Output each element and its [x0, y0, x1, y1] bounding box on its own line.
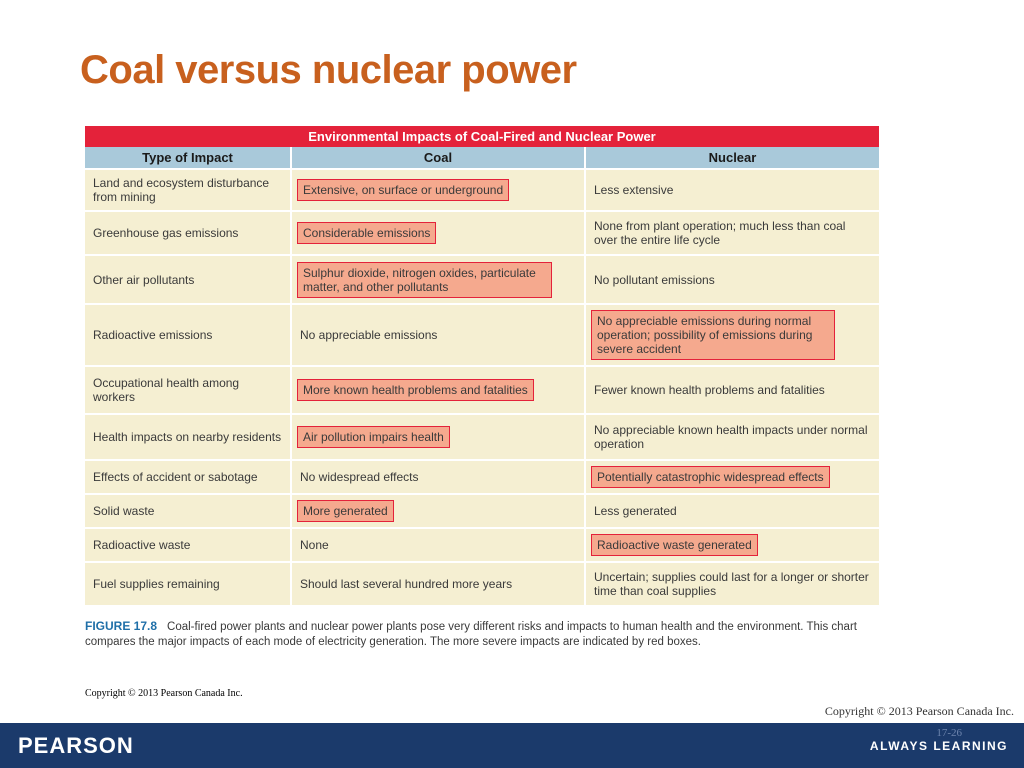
copyright-right: Copyright © 2013 Pearson Canada Inc.: [824, 704, 1014, 718]
table-header-row: [85, 147, 879, 169]
nuclear-cell: Less generated: [585, 494, 879, 528]
table-row: [85, 494, 879, 528]
nuclear-cell: Fewer known health problems and fatalities: [585, 366, 879, 414]
caption-text: Coal-fired power plants and nuclear power plants pose very different risks and impacts to human health and the environment. This chart compares the major impacts of each mode of electricity generation. The more severe impacts are indicated by red boxes.: [85, 621, 857, 648]
page-number: 17-26: [936, 727, 962, 739]
table-title: Environmental Impacts of Coal-Fired and Nuclear Power: [85, 126, 879, 147]
impact-cell: Solid waste: [85, 494, 291, 528]
coal-cell: [291, 494, 585, 528]
figure-label: FIGURE 17.8: [85, 619, 158, 633]
table-row: [85, 460, 879, 494]
impact-cell: Radioactive emissions: [85, 304, 291, 366]
impact-cell: Greenhouse gas emissions: [85, 211, 291, 255]
figure-caption: [85, 619, 879, 650]
impact-cell: Land and ecosystem disturbance from mining: [85, 169, 291, 211]
impact-cell: Effects of accident or sabotage: [85, 460, 291, 494]
coal-cell: [291, 366, 585, 414]
impact-cell: Health impacts on nearby residents: [85, 414, 291, 460]
severe-impact-box: Sulphur dioxide, nitrogen oxides, particulate matter, and other pollutants: [297, 262, 552, 298]
impacts-table: [85, 147, 879, 605]
pearson-logo: PEARSON: [18, 733, 134, 758]
impact-cell: Fuel supplies remaining: [85, 562, 291, 605]
column-header-coal: Coal: [291, 147, 585, 169]
nuclear-cell: [585, 460, 879, 494]
impact-cell: Other air pollutants: [85, 255, 291, 304]
nuclear-cell: No appreciable known health impacts under normal operation: [585, 414, 879, 460]
tagline: ALWAYS LEARNING: [869, 739, 1008, 753]
severe-impact-box: No appreciable emissions during normal operation; possibility of emissions during severe accident: [591, 310, 835, 360]
coal-cell: No widespread effects: [291, 460, 585, 494]
severe-impact-box: Air pollution impairs health: [297, 426, 450, 448]
nuclear-cell: Less extensive: [585, 169, 879, 211]
nuclear-cell: No pollutant emissions: [585, 255, 879, 304]
copyright-left: Copyright © 2013 Pearson Canada Inc.: [85, 688, 243, 699]
severe-impact-box: Radioactive waste generated: [591, 534, 758, 556]
table-row: [85, 255, 879, 304]
severe-impact-box: Potentially catastrophic widespread effects: [591, 466, 830, 488]
column-header-type: Type of Impact: [85, 147, 291, 169]
coal-cell: None: [291, 528, 585, 562]
severe-impact-box: More known health problems and fatalities: [297, 379, 534, 401]
severe-impact-box: Considerable emissions: [297, 222, 436, 244]
table-row: [85, 366, 879, 414]
nuclear-cell: None from plant operation; much less than coal over the entire life cycle: [585, 211, 879, 255]
coal-cell: [291, 255, 585, 304]
table-row: [85, 304, 879, 366]
table-row: [85, 528, 879, 562]
severe-impact-box: Extensive, on surface or underground: [297, 179, 509, 201]
table-row: [85, 562, 879, 605]
coal-cell: No appreciable emissions: [291, 304, 585, 366]
table-row: [85, 169, 879, 211]
nuclear-cell: [585, 528, 879, 562]
table-row: [85, 414, 879, 460]
coal-cell: [291, 169, 585, 211]
footer-bar: [0, 723, 1024, 768]
table-row: [85, 211, 879, 255]
impact-cell: Radioactive waste: [85, 528, 291, 562]
severe-impact-box: More generated: [297, 500, 394, 522]
slide-title: Coal versus nuclear power: [80, 48, 577, 92]
impact-cell: Occupational health among workers: [85, 366, 291, 414]
column-header-nuclear: Nuclear: [585, 147, 879, 169]
coal-cell: [291, 414, 585, 460]
figure-17-8: [85, 126, 879, 650]
coal-cell: Should last several hundred more years: [291, 562, 585, 605]
nuclear-cell: [585, 304, 879, 366]
nuclear-cell: Uncertain; supplies could last for a longer or shorter time than coal supplies: [585, 562, 879, 605]
coal-cell: [291, 211, 585, 255]
